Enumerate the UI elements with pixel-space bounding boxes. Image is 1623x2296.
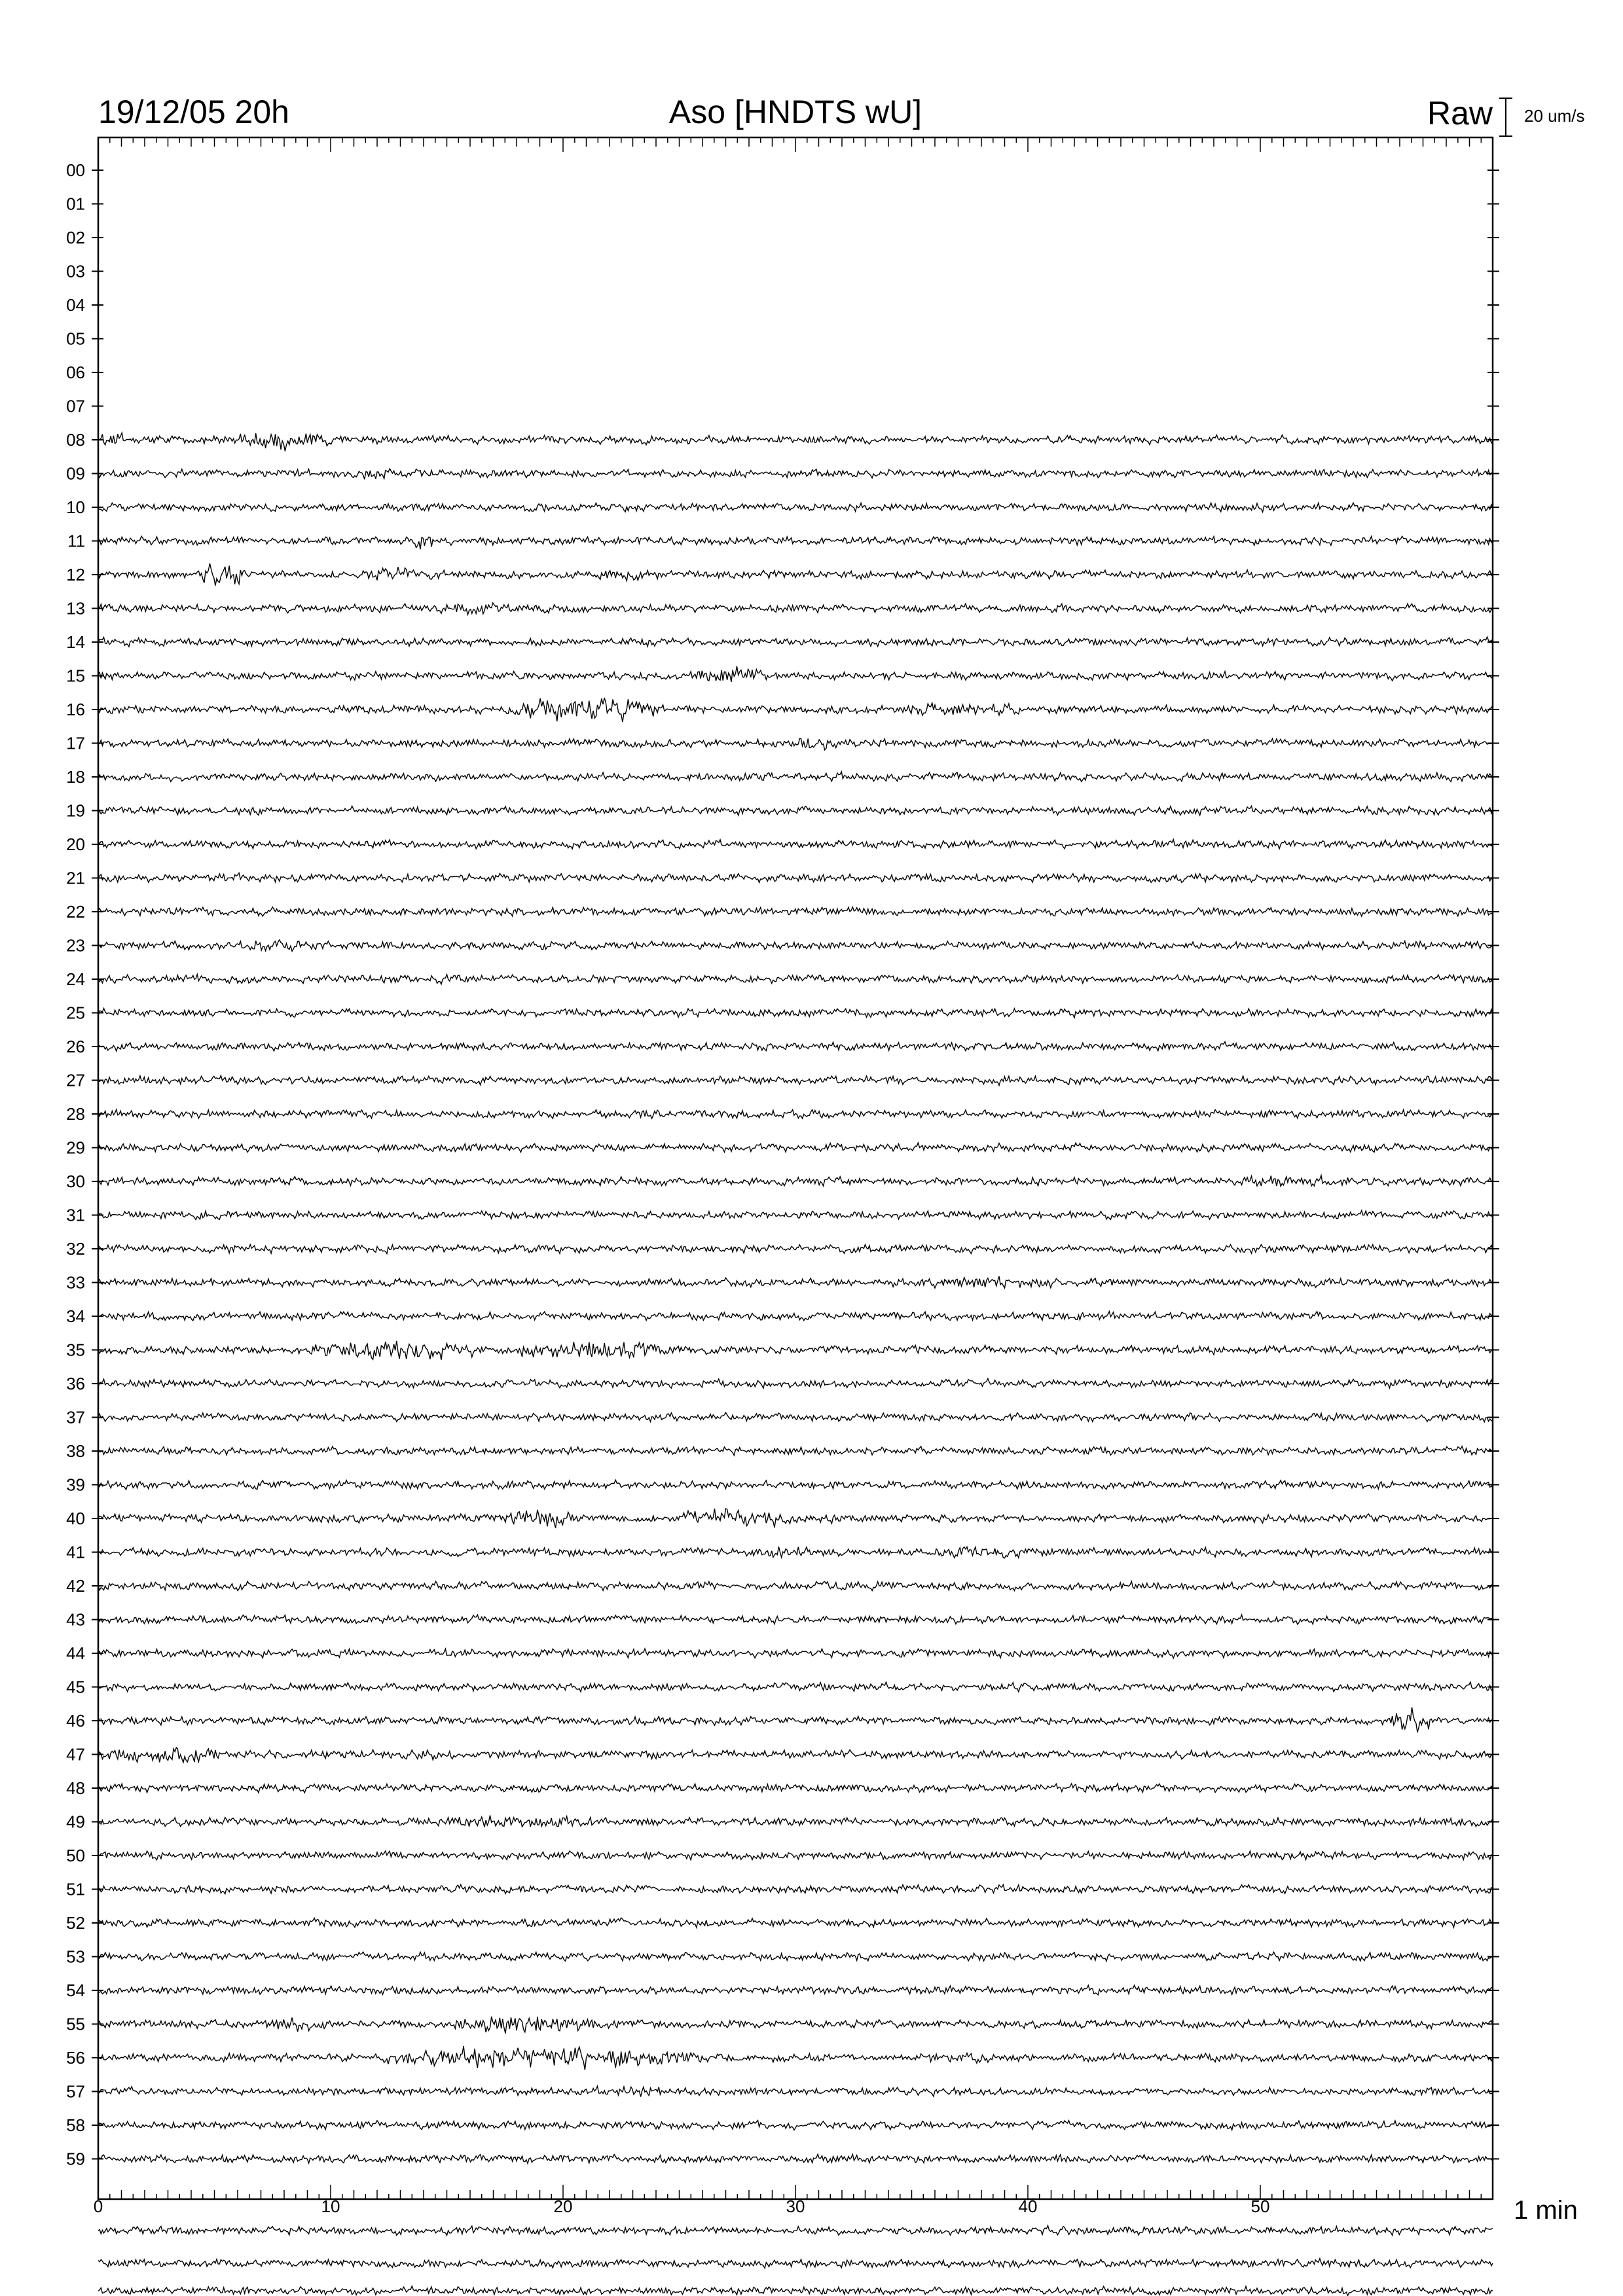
row-label: 36 [66,1374,85,1393]
seismic-trace [98,1042,1493,1051]
seismic-trace [98,907,1493,916]
seismic-trace [98,1312,1493,1321]
row-label: 55 [66,2014,85,2034]
row-ticks [92,170,1499,2159]
row-label: 02 [66,228,85,247]
row-label: 00 [66,160,85,180]
seismic-trace [98,698,1493,722]
row-label: 04 [66,295,85,315]
row-label: 57 [66,2081,85,2102]
seismic-trace [98,1075,1493,1085]
row-label: 56 [66,2048,85,2068]
seismic-trace [98,738,1493,750]
seismic-trace [98,433,1493,451]
amplitude-scale-bar [1499,98,1512,136]
row-label: 21 [66,868,85,888]
row-label: 15 [66,666,85,686]
row-label: 40 [66,1509,85,1528]
row-label: 10 [66,497,85,517]
seismic-trace [98,1276,1493,1288]
x-tick-label: 20 [553,2197,573,2216]
row-label: 50 [66,1846,85,1865]
row-label: 13 [66,598,85,619]
row-label: 31 [66,1205,85,1225]
row-label: 14 [66,632,85,652]
seismic-trace [98,1884,1493,1893]
row-label: 12 [66,565,85,584]
row-label: 59 [66,2149,85,2169]
row-label: 11 [67,531,85,551]
row-label: 38 [66,1441,85,1461]
seismic-trace [98,666,1493,682]
row-label: 47 [66,1744,85,1765]
seismic-trace [98,536,1493,549]
row-label: 22 [66,902,85,922]
seismic-trace [98,806,1493,816]
x-tick-label: 0 [93,2197,103,2216]
row-label: 37 [66,1407,85,1427]
x-tick-label: 10 [321,2197,340,2216]
seismic-trace [98,1378,1493,1388]
row-label: 03 [66,261,85,281]
seismic-trace [98,1341,1493,1360]
row-label: 35 [66,1340,85,1360]
row-label: 54 [66,1981,85,2000]
x-tick-label: 50 [1250,2197,1270,2216]
row-label: 05 [66,329,85,349]
row-label: 07 [66,396,85,416]
seismic-trace [98,2259,1493,2269]
row-label: 28 [66,1104,85,1124]
seismic-trace [98,637,1493,647]
row-label: 17 [66,733,85,753]
row-label: 08 [66,430,85,450]
x-tick-label: 30 [786,2197,805,2216]
seismic-trace [98,1480,1493,1490]
seismic-trace [98,1581,1493,1591]
seismic-trace [98,469,1493,479]
seismic-trace [98,1918,1493,1928]
seismic-trace [98,940,1493,952]
row-label: 16 [66,700,85,719]
seismic-trace [98,873,1493,883]
row-label: 32 [66,1239,85,1259]
traces [98,433,1493,2163]
seismic-trace [98,1211,1493,1220]
row-label: 23 [66,935,85,956]
seismic-trace [98,603,1493,615]
seismic-trace [98,2046,1493,2070]
seismic-trace [98,1109,1493,1119]
row-label: 06 [66,363,85,382]
row-label: 29 [66,1138,85,1158]
row-label: 42 [66,1576,85,1596]
row-label: 01 [66,194,85,214]
seismic-trace [98,1952,1493,1961]
station-title: Aso [HNDTS wU] [668,94,922,130]
seismic-trace [98,1509,1493,1528]
row-label: 46 [66,1711,85,1731]
row-labels [66,160,85,2169]
row-label: 52 [66,1913,85,1933]
seismic-trace [98,1708,1493,1732]
seismic-trace [98,1009,1493,1018]
mode-label: Raw [1427,95,1493,132]
next-hour-traces [98,2225,1493,2295]
seismic-trace [98,772,1493,781]
seismic-trace [98,2154,1493,2163]
row-label: 44 [66,1643,85,1663]
seismic-trace [98,2286,1493,2296]
scale-label: 20 um/s [1524,106,1585,126]
seismic-trace [98,1682,1493,1692]
row-label: 33 [66,1272,85,1293]
row-label: 53 [66,1946,85,1967]
row-label: 45 [66,1677,85,1697]
seismic-trace [98,2086,1493,2096]
row-label: 51 [66,1879,85,1899]
seismic-trace [98,2225,1493,2235]
row-label: 20 [66,834,85,854]
seismic-trace [98,1615,1493,1624]
seismic-trace [98,1649,1493,1659]
seismic-trace [98,1816,1493,1827]
seismic-trace [98,564,1493,586]
seismic-trace [98,1143,1493,1153]
seismic-trace [98,1547,1493,1558]
row-label: 26 [66,1037,85,1056]
seismic-trace [98,1851,1493,1860]
row-label: 48 [66,1778,85,1798]
seismic-trace [98,1446,1493,1456]
row-label: 09 [66,463,85,484]
seismic-trace [98,1175,1493,1187]
seismic-trace [98,1748,1493,1763]
row-label: 18 [66,767,85,787]
x-axis-label: 1 min [1514,2196,1578,2225]
seismic-trace [98,2121,1493,2130]
seismic-trace [98,840,1493,849]
row-label: 41 [66,1542,85,1562]
row-label: 43 [66,1609,85,1630]
seismic-trace [98,503,1493,512]
seismic-trace [98,1412,1493,1422]
row-label: 58 [66,2115,85,2135]
row-label: 34 [66,1306,85,1326]
datetime-label: 19/12/05 20h [98,94,289,130]
seismic-trace [98,2017,1493,2034]
row-label: 19 [66,800,85,821]
seismic-trace [98,975,1493,984]
row-label: 25 [66,1003,85,1023]
row-label: 39 [66,1475,85,1495]
seismic-trace [98,1245,1493,1254]
row-label: 49 [66,1812,85,1832]
x-tick-label: 40 [1018,2197,1038,2216]
seismic-trace [98,1985,1493,1995]
row-label: 27 [66,1070,85,1090]
seismic-trace [98,1784,1493,1793]
row-label: 24 [66,969,85,989]
row-label: 30 [66,1172,85,1191]
